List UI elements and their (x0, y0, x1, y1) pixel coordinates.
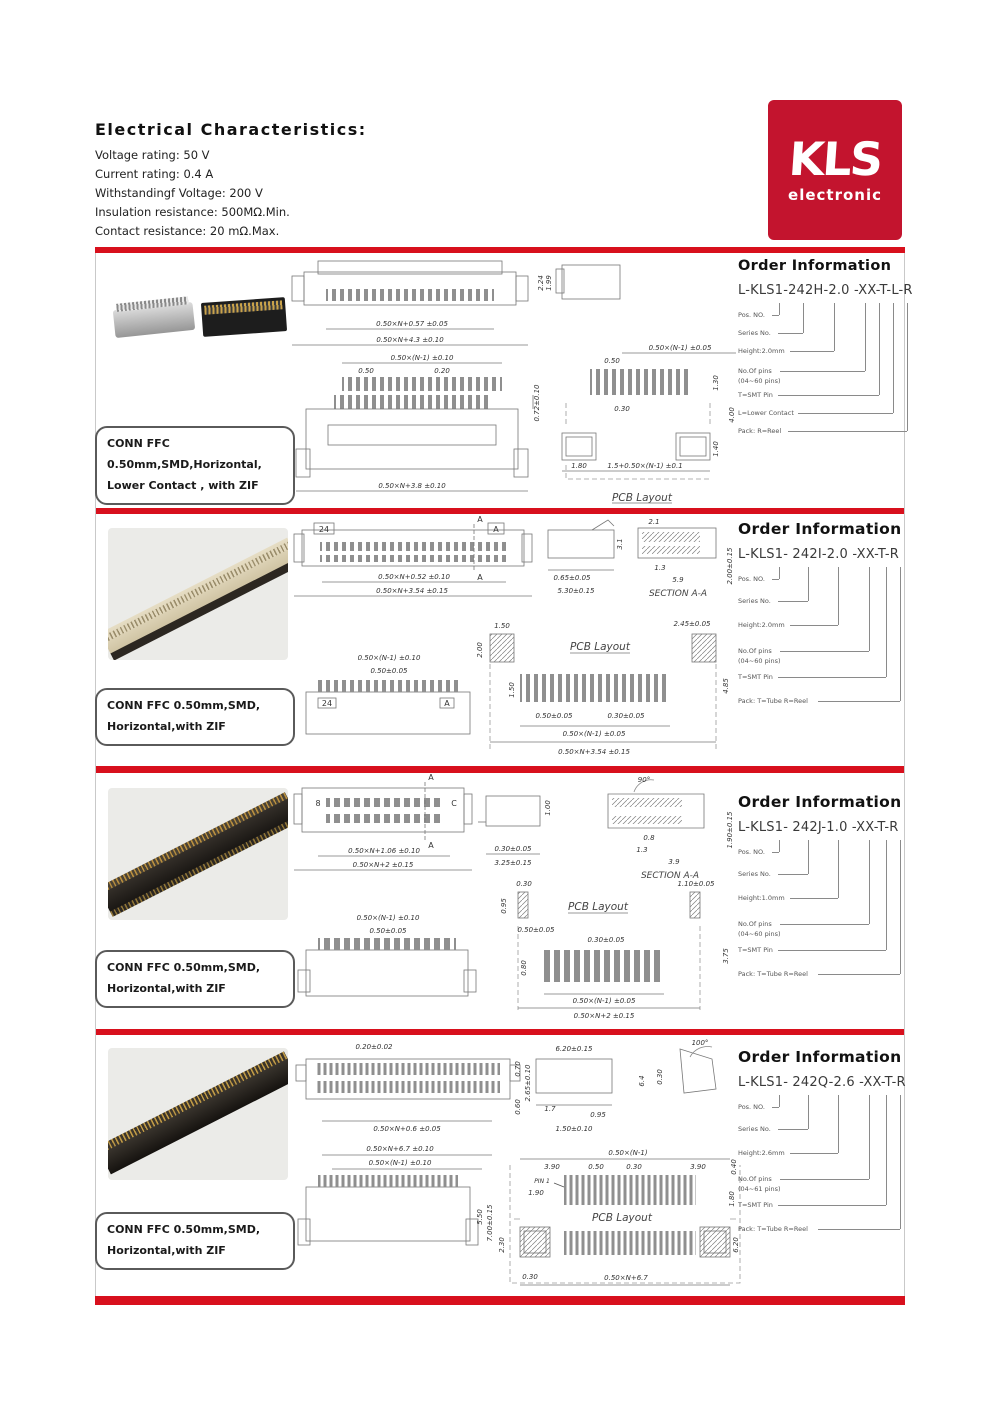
order-info-title: Order Information (738, 793, 902, 811)
callout-smt-pin: T=SMT Pin (738, 946, 773, 954)
dim-label: 1.5+0.50×(N-1) ±0.1 (607, 462, 683, 470)
dim-label: 0.20±0.02 (355, 1043, 393, 1051)
kls-logo-text: KLS (787, 132, 883, 186)
part-label-242h (95, 426, 295, 505)
pin-row (204, 300, 282, 314)
drawing-242h (290, 253, 740, 505)
dim-label: 0.8 (643, 834, 655, 842)
part-number: L-KLS1- 242I-2.0 -XX-T-R (738, 547, 899, 562)
part-label-242q (95, 1212, 295, 1270)
dim-label: 1.90 (528, 1189, 544, 1197)
part-label-line2: Horizontal,with ZIF (107, 1243, 226, 1257)
callout-smt-pin: T=SMT Pin (738, 673, 773, 681)
callout-series-no: Series No. (738, 1125, 771, 1133)
dim-label: 0.50×N+3.54 ±0.15 (376, 587, 448, 595)
part-label-line1: CONN FFC 0.50mm,SMD,Horizontal, (107, 437, 262, 471)
dim-label: 3.9 (668, 858, 680, 866)
callout-pack: Pack: T=Tube R=Reel (738, 970, 808, 978)
pin-row (108, 541, 288, 643)
kls-logo-subtext: electronic (788, 186, 882, 204)
dim-label: 0.50×(N-1) ±0.10 (357, 654, 421, 662)
dim-label: 0.80 (520, 960, 528, 976)
callout-pos-no: Pos. NO. (738, 1103, 765, 1111)
dim-label: 0.50×(N-1) ±0.05 (572, 997, 636, 1005)
dim-label: 1.80 (728, 1191, 736, 1207)
pcb-layout-caption: PCB Layout (612, 492, 672, 504)
dim-label: 0.70 (514, 1061, 522, 1077)
callout-pos-no: Pos. NO. (738, 311, 765, 319)
part-number-callouts (738, 565, 913, 713)
section-marker: A (428, 841, 434, 850)
connector-photo (108, 798, 288, 913)
spec-insulation-resistance: Insulation resistance: 500MΩ.Min. (95, 205, 290, 219)
callout-pos-no: Pos. NO. (738, 575, 765, 583)
part-label-line1: CONN FFC 0.50mm,SMD, (107, 961, 261, 974)
part-label-line2: Horizontal,with ZIF (107, 981, 226, 995)
dim-label: 0.60 (514, 1099, 522, 1115)
part-number: L-KLS1- 242J-1.0 -XX-T-R (738, 820, 899, 835)
spec-contact-resistance: Contact resistance: 20 mΩ.Max. (95, 224, 280, 238)
order-info-title: Order Information (738, 520, 902, 538)
dim-label: 0.50×N+3.54 ±0.15 (558, 748, 630, 756)
pin1-label: PIN 1 (534, 1178, 550, 1185)
dim-label: 0.50±0.05 (535, 712, 573, 720)
connector-base (110, 558, 288, 660)
connector-photo (108, 1058, 288, 1175)
dim-label: 0.20 (434, 367, 450, 375)
view-label: 24 (318, 525, 330, 534)
dim-label: 0.65±0.05 (553, 574, 591, 582)
dim-label: 1.30 (712, 375, 720, 391)
dim-label: 0.95 (590, 1111, 606, 1119)
dim-label: 0.50×N+2 ±0.15 (352, 861, 414, 869)
dim-label: 0.50±0.05 (517, 926, 555, 934)
dim-label: 0.50×N+6.7 ±0.10 (366, 1145, 434, 1153)
dim-label: 0.95 (500, 898, 508, 914)
dim-label: 2.00 (476, 642, 484, 658)
dim-label: 90° (637, 776, 651, 784)
product-photo-242j (108, 788, 288, 920)
view-label: 8 (315, 799, 321, 808)
electrical-characteristics-title: Electrical Characteristics: (95, 120, 367, 139)
part-number-callouts (738, 1093, 913, 1241)
part-label-242i (95, 688, 295, 746)
dim-label: 1.3 (636, 846, 648, 854)
dim-label: 0.30 (656, 1069, 664, 1085)
dim-label: 1.50 (508, 682, 516, 698)
view-label: 24 (321, 699, 333, 708)
dim-label: 1.10±0.05 (677, 880, 715, 888)
callout-height: Height:2.0mm (738, 347, 785, 355)
dim-label: 2.30 (498, 1237, 506, 1253)
dim-label: 0.30 (626, 1163, 642, 1171)
connector-photo (108, 538, 288, 655)
view-label: C (451, 799, 457, 808)
dim-label: 1.40 (712, 441, 720, 457)
callout-pack: Pack: T=Tube R=Reel (738, 697, 808, 705)
pcb-layout-caption: PCB Layout (568, 901, 628, 913)
order-info-242q (738, 1048, 913, 1241)
dim-label: 1.3 (654, 564, 666, 572)
dim-label: 1.7 (544, 1105, 556, 1113)
dim-label: 0.50×(N-1) ±0.05 (648, 344, 712, 352)
dim-label: 0.50±0.05 (369, 927, 407, 935)
callout-pack: Pack: T=Tube R=Reel (738, 1225, 808, 1233)
bottom-bar (95, 1296, 905, 1305)
callout-height: Height:2.6mm (738, 1149, 785, 1157)
dim-label: 0.50×N+1.06 ±0.10 (348, 847, 420, 855)
dim-label: 5.9 (672, 576, 684, 584)
section-marker: A (477, 515, 483, 524)
product-photo-242h (112, 286, 287, 361)
pin-row (108, 792, 288, 894)
drawing-242j (292, 770, 740, 1026)
pin-row (116, 296, 188, 311)
dim-label: 4.00 (728, 407, 736, 423)
callout-height: Height:1.0mm (738, 894, 785, 902)
dim-label: 5.50 (476, 1209, 484, 1225)
pin-row (108, 1051, 288, 1153)
callout-series-no: Series No. (738, 329, 771, 337)
connector-photo-right (201, 297, 287, 337)
part-label-line2: Horizontal,with ZIF (107, 719, 226, 733)
dim-label: 0.30 (522, 1273, 538, 1281)
dim-label: 6.20 (732, 1237, 740, 1253)
drawing-242q (292, 1035, 742, 1293)
view-label: A (444, 699, 450, 708)
part-label-line2: Lower Contact , with ZIF (107, 478, 259, 492)
dim-label: 1.99 (545, 275, 553, 291)
dim-label: 0.30±0.05 (587, 936, 625, 944)
dim-label: 0.50×N+0.57 ±0.05 (376, 320, 448, 328)
dim-label: 2.1 (648, 518, 660, 526)
part-number-callouts (738, 301, 913, 449)
dim-label: 2.00±0.15 (726, 547, 734, 585)
part-label-line1: CONN FFC 0.50mm,SMD, (107, 1223, 261, 1236)
dim-label: 1.90±0.15 (726, 811, 734, 849)
order-info-242h (738, 258, 913, 449)
dim-label: 2.65±0.10 (524, 1064, 532, 1102)
dim-label: 3.90 (690, 1163, 706, 1171)
callout-no-of-pins: No.Of pins (04~60 pins) (738, 920, 781, 938)
kls-logo (768, 100, 902, 240)
dim-label: 4.85 (722, 678, 730, 694)
dim-label: 0.30 (614, 405, 630, 413)
callout-series-no: Series No. (738, 870, 771, 878)
dim-label: 0.50±0.05 (370, 667, 408, 675)
dim-label: 0.50×N+4.3 ±0.10 (376, 336, 444, 344)
section-caption: SECTION A-A (640, 871, 700, 881)
product-photo-242q (108, 1048, 288, 1180)
dim-label: 0.72±0.10 (533, 384, 541, 422)
dim-label: 3.75 (722, 948, 730, 964)
dim-label: 0.50×N+6.7 (604, 1274, 648, 1282)
dim-label: 0.50×(N-1) (608, 1149, 648, 1157)
dim-label: 0.50×(N-1) ±0.10 (356, 914, 420, 922)
callout-lower-contact: L=Lower Contact (738, 409, 794, 417)
dim-label: 3.90 (544, 1163, 560, 1171)
callout-pack: Pack: R=Reel (738, 427, 782, 435)
dim-label: 0.50×(N-1) ±0.10 (368, 1159, 432, 1167)
pcb-layout-caption: PCB Layout (570, 641, 630, 653)
dim-label: 6.20±0.15 (555, 1045, 593, 1053)
dim-label: 100° (691, 1039, 709, 1047)
spec-withstanding-voltage: Withstandingf Voltage: 200 V (95, 186, 263, 200)
dim-label: 1.50±0.10 (555, 1125, 593, 1133)
dim-label: 7.00±0.15 (486, 1204, 494, 1242)
dim-label: 0.50 (588, 1163, 604, 1171)
spec-voltage-rating: Voltage rating: 50 V (95, 148, 210, 162)
callout-no-of-pins: No.Of pins (04~60 pins) (738, 647, 781, 665)
dim-label: 5.30±0.15 (557, 587, 595, 595)
dim-label: 0.50×N+2 ±0.15 (573, 1012, 635, 1020)
callout-no-of-pins: No.Of pins (04~60 pins) (738, 367, 781, 385)
dim-label: 0.30±0.05 (607, 712, 645, 720)
dim-label: 3.1 (616, 538, 624, 550)
spec-current-rating: Current rating: 0.4 A (95, 167, 214, 181)
dim-label: 6.4 (638, 1075, 646, 1087)
order-info-242j (738, 793, 913, 986)
dim-label: 1.50 (494, 622, 510, 630)
order-info-242i (738, 520, 913, 713)
dim-label: 2.24 (537, 275, 545, 291)
connector-photo-left (113, 302, 195, 338)
part-number: L-KLS1-242H-2.0 -XX-T-L-R (738, 283, 913, 298)
dim-label: 0.30±0.05 (494, 845, 532, 853)
callout-series-no: Series No. (738, 597, 771, 605)
dim-label: 1.80 (571, 462, 587, 470)
dim-label: 0.50×N+0.6 ±0.05 (373, 1125, 441, 1133)
part-number-callouts (738, 838, 913, 986)
dim-label: 0.50×(N-1) ±0.10 (390, 354, 454, 362)
dim-label: 3.25±0.15 (494, 859, 532, 867)
part-label-242j (95, 950, 295, 1008)
view-label: A (493, 525, 499, 534)
callout-height: Height:2.0mm (738, 621, 785, 629)
dim-label: 1.00 (544, 800, 552, 816)
dim-label: 0.30 (516, 880, 532, 888)
callout-no-of-pins: No.Of pins (04~61 pins) (738, 1175, 781, 1193)
dim-label: 0.50×(N-1) ±0.05 (562, 730, 626, 738)
section-marker: A (477, 573, 483, 582)
section-caption: SECTION A-A (648, 589, 708, 599)
dim-label: 0.50×N+0.52 ±0.10 (378, 573, 450, 581)
frame-line-left (95, 253, 96, 1296)
order-info-title: Order Information (738, 1048, 902, 1066)
dim-label: 0.40 (730, 1159, 738, 1175)
callout-smt-pin: T=SMT Pin (738, 1201, 773, 1209)
part-number: L-KLS1- 242Q-2.6 -XX-T-R (738, 1075, 906, 1090)
dim-label: 2.45±0.05 (673, 620, 711, 628)
order-info-title: Order Information (738, 258, 892, 274)
callout-pos-no: Pos. NO. (738, 848, 765, 856)
part-label-line1: CONN FFC 0.50mm,SMD, (107, 699, 261, 712)
section-marker: A (428, 773, 434, 782)
drawing-242i (292, 514, 740, 762)
dim-label: 0.50×N+3.8 ±0.10 (378, 482, 446, 490)
callout-smt-pin: T=SMT Pin (738, 391, 773, 399)
product-photo-242i (108, 528, 288, 660)
dim-label: 0.50 (604, 357, 620, 365)
pcb-layout-caption: PCB Layout (592, 1212, 652, 1224)
dim-label: 0.50 (358, 367, 374, 375)
